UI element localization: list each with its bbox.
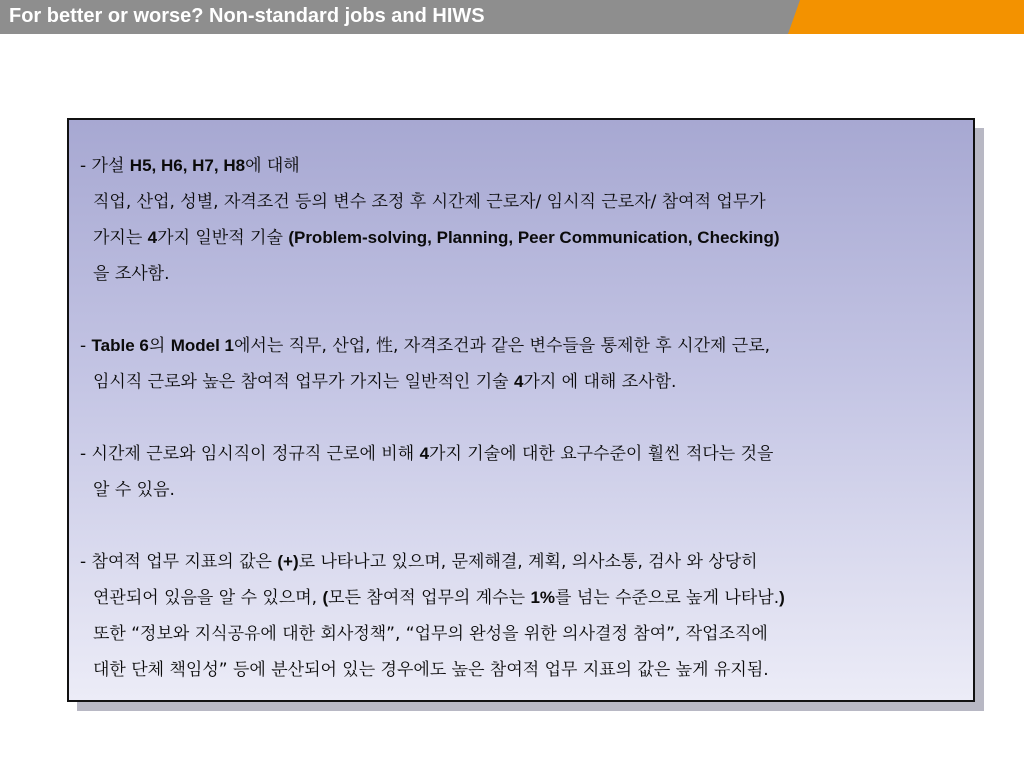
paragraph-line: [80, 580, 970, 616]
paragraph-line: [80, 436, 970, 472]
paragraph-line: [80, 544, 970, 580]
paragraph-line: [80, 184, 970, 220]
paragraph-line: [80, 652, 970, 688]
slide-title: For better or worse? Non-standard jobs and HIWS: [9, 5, 485, 27]
text: 연관되어 있음을 알 수 있으며,: [93, 588, 323, 608]
text: - 참여적 업무 지표의 값은: [80, 552, 278, 572]
bold-text: ): [779, 588, 785, 607]
header-bar: [0, 0, 1024, 34]
text: 알 수 있음.: [93, 480, 175, 500]
bold-text: 1%: [530, 588, 556, 607]
text: - 시간제 근로와 임시직이 정규직 근로에 비해: [80, 444, 420, 464]
text: 모든 참여적 업무의 계수는: [328, 588, 531, 608]
bullet-paragraph: [80, 328, 970, 400]
bold-text: (+): [277, 552, 299, 571]
text: 을 조사함.: [93, 264, 170, 284]
bold-text: 4: [147, 228, 158, 247]
bold-text: (Problem-solving, Planning, Peer Communication, Checking): [288, 228, 780, 247]
text: 의: [148, 336, 171, 356]
content-text: [80, 148, 970, 688]
text: 에서는 직무, 산업, 性, 자격조건과 같은 변수들을 통제한 후 시간제 근로,: [234, 336, 771, 356]
bold-text: (: [322, 588, 329, 607]
bullet-paragraph: [80, 148, 970, 292]
text: -: [80, 336, 92, 356]
paragraph-line: [80, 472, 970, 508]
bold-text: H5, H6, H7, H8: [129, 156, 246, 175]
text: - 가설: [80, 156, 130, 176]
bold-text: Model 1: [170, 336, 234, 355]
paragraph-line: [80, 148, 970, 184]
text: 가지 일반적 기술: [157, 228, 289, 248]
bullet-paragraph: [80, 436, 970, 508]
header-accent: [788, 0, 1024, 34]
text: 임시직 근로와 높은 참여적 업무가 가지는 일반적인 기술: [93, 372, 514, 392]
text: 또한 “정보와 지식공유에 대한 회사정책”, “업무의 완성을 위한 의사결정 참여”, 작업조직에: [93, 624, 768, 644]
content-box: [67, 118, 975, 702]
text: 가지 에 대해 조사함.: [523, 372, 677, 392]
bold-text: 4: [419, 444, 430, 463]
text: 가지 기술에 대한 요구수준이 훨씬 적다는 것을: [429, 444, 774, 464]
paragraph-line: [80, 616, 970, 652]
paragraph-line: [80, 364, 970, 400]
bold-text: 4: [513, 372, 524, 391]
bold-text: Table 6: [91, 336, 149, 355]
bullet-paragraph: [80, 544, 970, 688]
text: 대한 단체 책임성” 등에 분산되어 있는 경우에도 높은 참여적 업무 지표의 값은 높게 유지됨.: [93, 660, 769, 680]
text: 가지는: [93, 228, 148, 248]
text: 에 대해: [245, 156, 300, 176]
paragraph-line: [80, 220, 970, 256]
paragraph-line: [80, 328, 970, 364]
text: 를 넘는 수준으로 높게 나타남.: [555, 588, 780, 608]
paragraph-line: [80, 256, 970, 292]
text: 직업, 산업, 성별, 자격조건 등의 변수 조정 후 시간제 근로자/ 임시직 근로자/ 참여적 업무가: [93, 192, 766, 212]
text: 로 나타나고 있으며, 문제해결, 계획, 의사소통, 검사 와 상당히: [298, 552, 758, 572]
